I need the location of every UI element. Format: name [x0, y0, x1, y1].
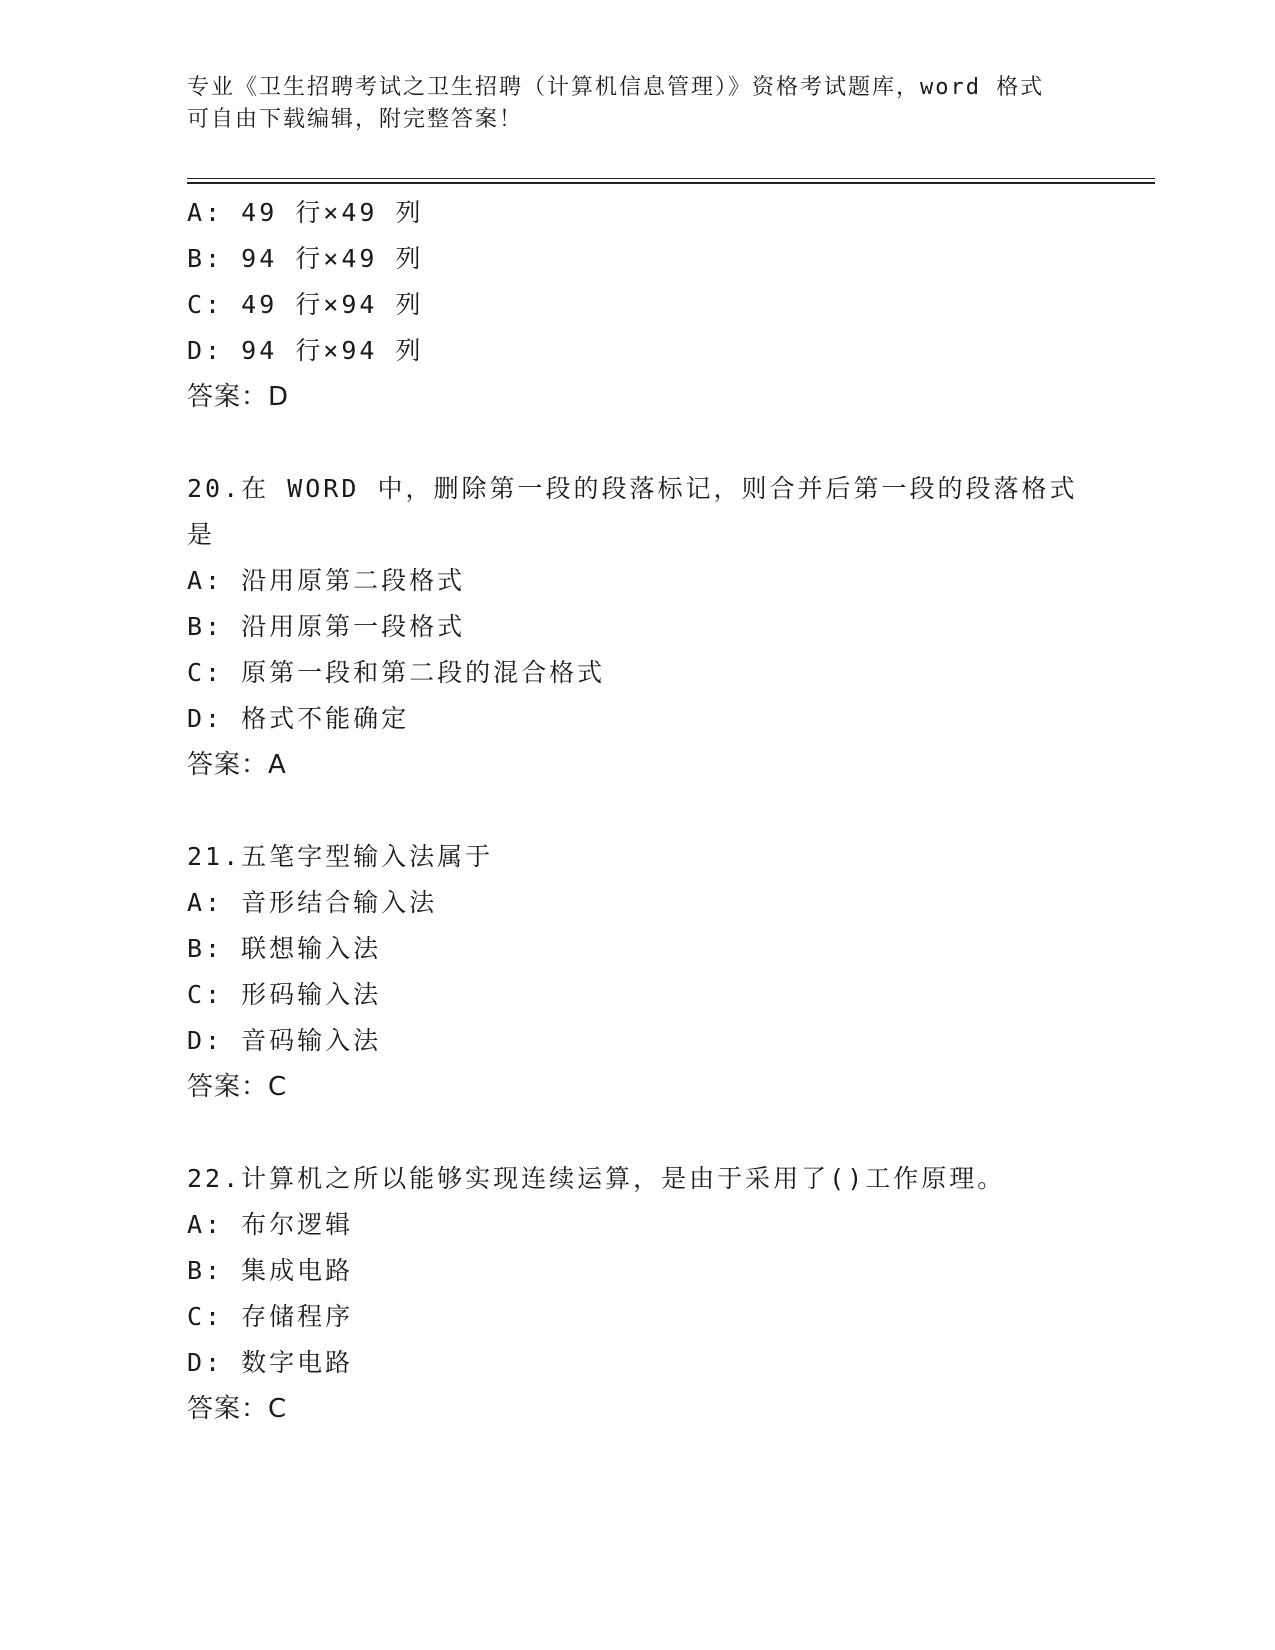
question-stem: 21.五笔字型输入法属于	[187, 842, 494, 871]
option-d: D: 格式不能确定	[187, 704, 410, 733]
answer: 答案：C	[187, 1072, 288, 1102]
option-c: C: 形码输入法	[187, 980, 382, 1009]
spacer	[187, 788, 1087, 834]
answer: 答案：D	[187, 382, 290, 412]
option-b: B: 联想输入法	[187, 934, 382, 963]
header-divider-thin	[187, 178, 1155, 179]
option-a: A: 布尔逻辑	[187, 1210, 354, 1239]
option-b: B: 94 行×49 列	[187, 244, 424, 273]
spacer	[187, 1110, 1087, 1156]
question-22	[187, 1156, 1087, 1432]
header-divider-thick	[187, 182, 1155, 184]
question-stem: 22.计算机之所以能够实现连续运算，是由于采用了()工作原理。	[187, 1164, 1006, 1193]
question-stem-continued: 是	[187, 520, 216, 549]
document-header	[187, 72, 1067, 136]
question-stem: 20.在 WORD 中，删除第一段的段落标记，则合并后第一段的段落格式	[187, 474, 1078, 503]
option-d: D: 音码输入法	[187, 1026, 382, 1055]
option-b: B: 集成电路	[187, 1256, 354, 1285]
question-21	[187, 834, 1087, 1110]
answer: 答案：A	[187, 750, 287, 780]
option-a: A: 49 行×49 列	[187, 198, 424, 227]
option-a: A: 音形结合输入法	[187, 888, 438, 917]
option-d: D: 数字电路	[187, 1348, 354, 1377]
option-c: C: 原第一段和第二段的混合格式	[187, 658, 606, 687]
header-line-2: 可自由下载编辑，附完整答案！	[187, 107, 524, 132]
option-d: D: 94 行×94 列	[187, 336, 424, 365]
option-b: B: 沿用原第一段格式	[187, 612, 466, 641]
option-c: C: 存储程序	[187, 1302, 354, 1331]
answer: 答案：C	[187, 1394, 288, 1424]
question-list	[187, 190, 1087, 1432]
option-a: A: 沿用原第二段格式	[187, 566, 466, 595]
question-20	[187, 466, 1087, 788]
option-c: C: 49 行×94 列	[187, 290, 424, 319]
header-line-1: 专业《卫生招聘考试之卫生招聘（计算机信息管理）》资格考试题库，word 格式	[187, 75, 1045, 100]
spacer	[187, 420, 1087, 466]
question-19	[187, 190, 1087, 420]
